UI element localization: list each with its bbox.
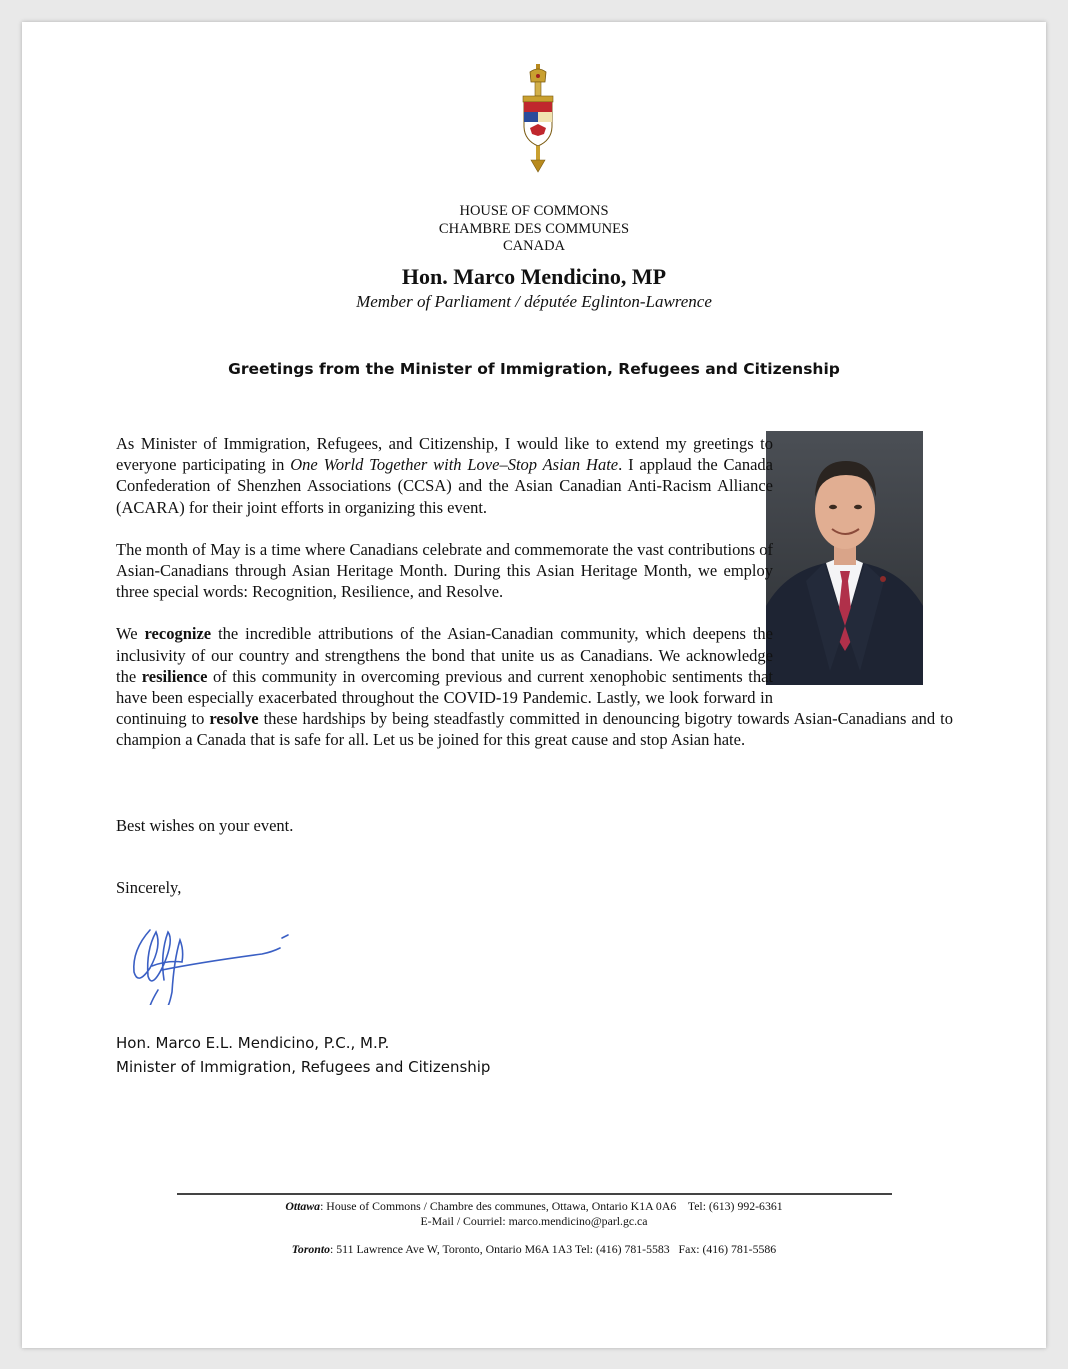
footer-divider [177,1193,892,1195]
footer-ottawa [22,1199,1046,1214]
footer-email: E-Mail / Courriel: marco.mendicino@parl.gc.ca [420,1214,648,1228]
keyword-recognize: recognize [144,624,212,644]
signatory-block [116,1031,490,1079]
event-name: One World Together with Love–Stop Asian Hate [290,455,619,475]
paragraph-3-text-a: We [116,624,145,644]
keyword-resilience: resilience [141,666,208,686]
paragraph-3-text-b: the incredible attributions of the Asian-Canadian community, which deepens the inclusivity of our country and strengthens the bond that unite us as Canadians. We acknowledge the [116,624,773,686]
footer-ottawa-text: : House of Commons / Chambre des communes, Ottawa, Ontario K1A 0A6 Tel: (613) 992-6361 [320,1199,783,1213]
signature-icon [122,910,292,1005]
sincerely-line: Sincerely, [116,878,182,897]
paragraph-1-text-b: . I applaud the Canada Confederation of Shenzhen Associations (CCSA) and the Asian Canadian Anti-Racism Alliance (ACARA) for their joint efforts in organizing this event. [116,455,774,517]
signatory-title: Minister of Immigration, Refugees and Citizenship [116,1058,491,1076]
letterhead-line-3: CANADA [502,238,566,254]
paragraph-3-text-c: of this community in overcoming previous and current xenophobic sentiments that have been especially exacerbated throughout the COVID-19 Pandemic. Lastly, we look forward in continuing to [116,666,773,729]
footer-toronto-label: Toronto [291,1242,331,1256]
paragraph-2: The month of May is a time where Canadians celebrate and commemorate the vast contributions of Asian-Canadians through Asian Heritage Month. During this Asian Heritage Month, we employ three special words: Recognition, Resilience, and Resolve. [116,539,773,602]
letter-page [22,22,1046,1348]
paragraph-1-text-a: As Minister of Immigration, Refugees, and Citizenship, I would like to extend my greetings to everyone participating in [116,434,773,475]
letterhead-line-2: CHAMBRE DES COMMUNES [438,220,630,237]
house-of-commons-crest-icon [517,64,559,174]
greeting-title: Greetings from the Minister of Immigration, Refugees and Citizenship [228,360,840,378]
mp-name: Hon. Marco Mendicino, MP [401,264,667,289]
footer-ottawa-label: Ottawa [285,1199,321,1213]
footer-toronto [22,1242,1046,1257]
footer-toronto-text: : 511 Lawrence Ave W, Toronto, Ontario M6A 1A3 Tel: (416) 781-5583 Fax: (416) 781-5586 [330,1242,777,1256]
riding-subtitle: Member of Parliament / députée Eglinton-Lawrence [356,292,712,311]
signatory-name: Hon. Marco E.L. Mendicino, P.C., M.P. [116,1034,390,1052]
keyword-resolve: resolve [209,709,259,729]
paragraph-3-text-d: these hardships by being steadfastly committed in denouncing bigotry towards Asian-Canadians and to champion a Canada that is safe for all. Let us be joined for this great cause and stop Asian hate. [116,709,953,750]
portrait-spacer [773,433,953,690]
letterhead-line-1: HOUSE OF COMMONS [459,203,609,219]
letterhead-institution [22,203,1046,256]
closing-line: Best wishes on your event. [116,816,294,835]
letter-body [116,433,953,772]
